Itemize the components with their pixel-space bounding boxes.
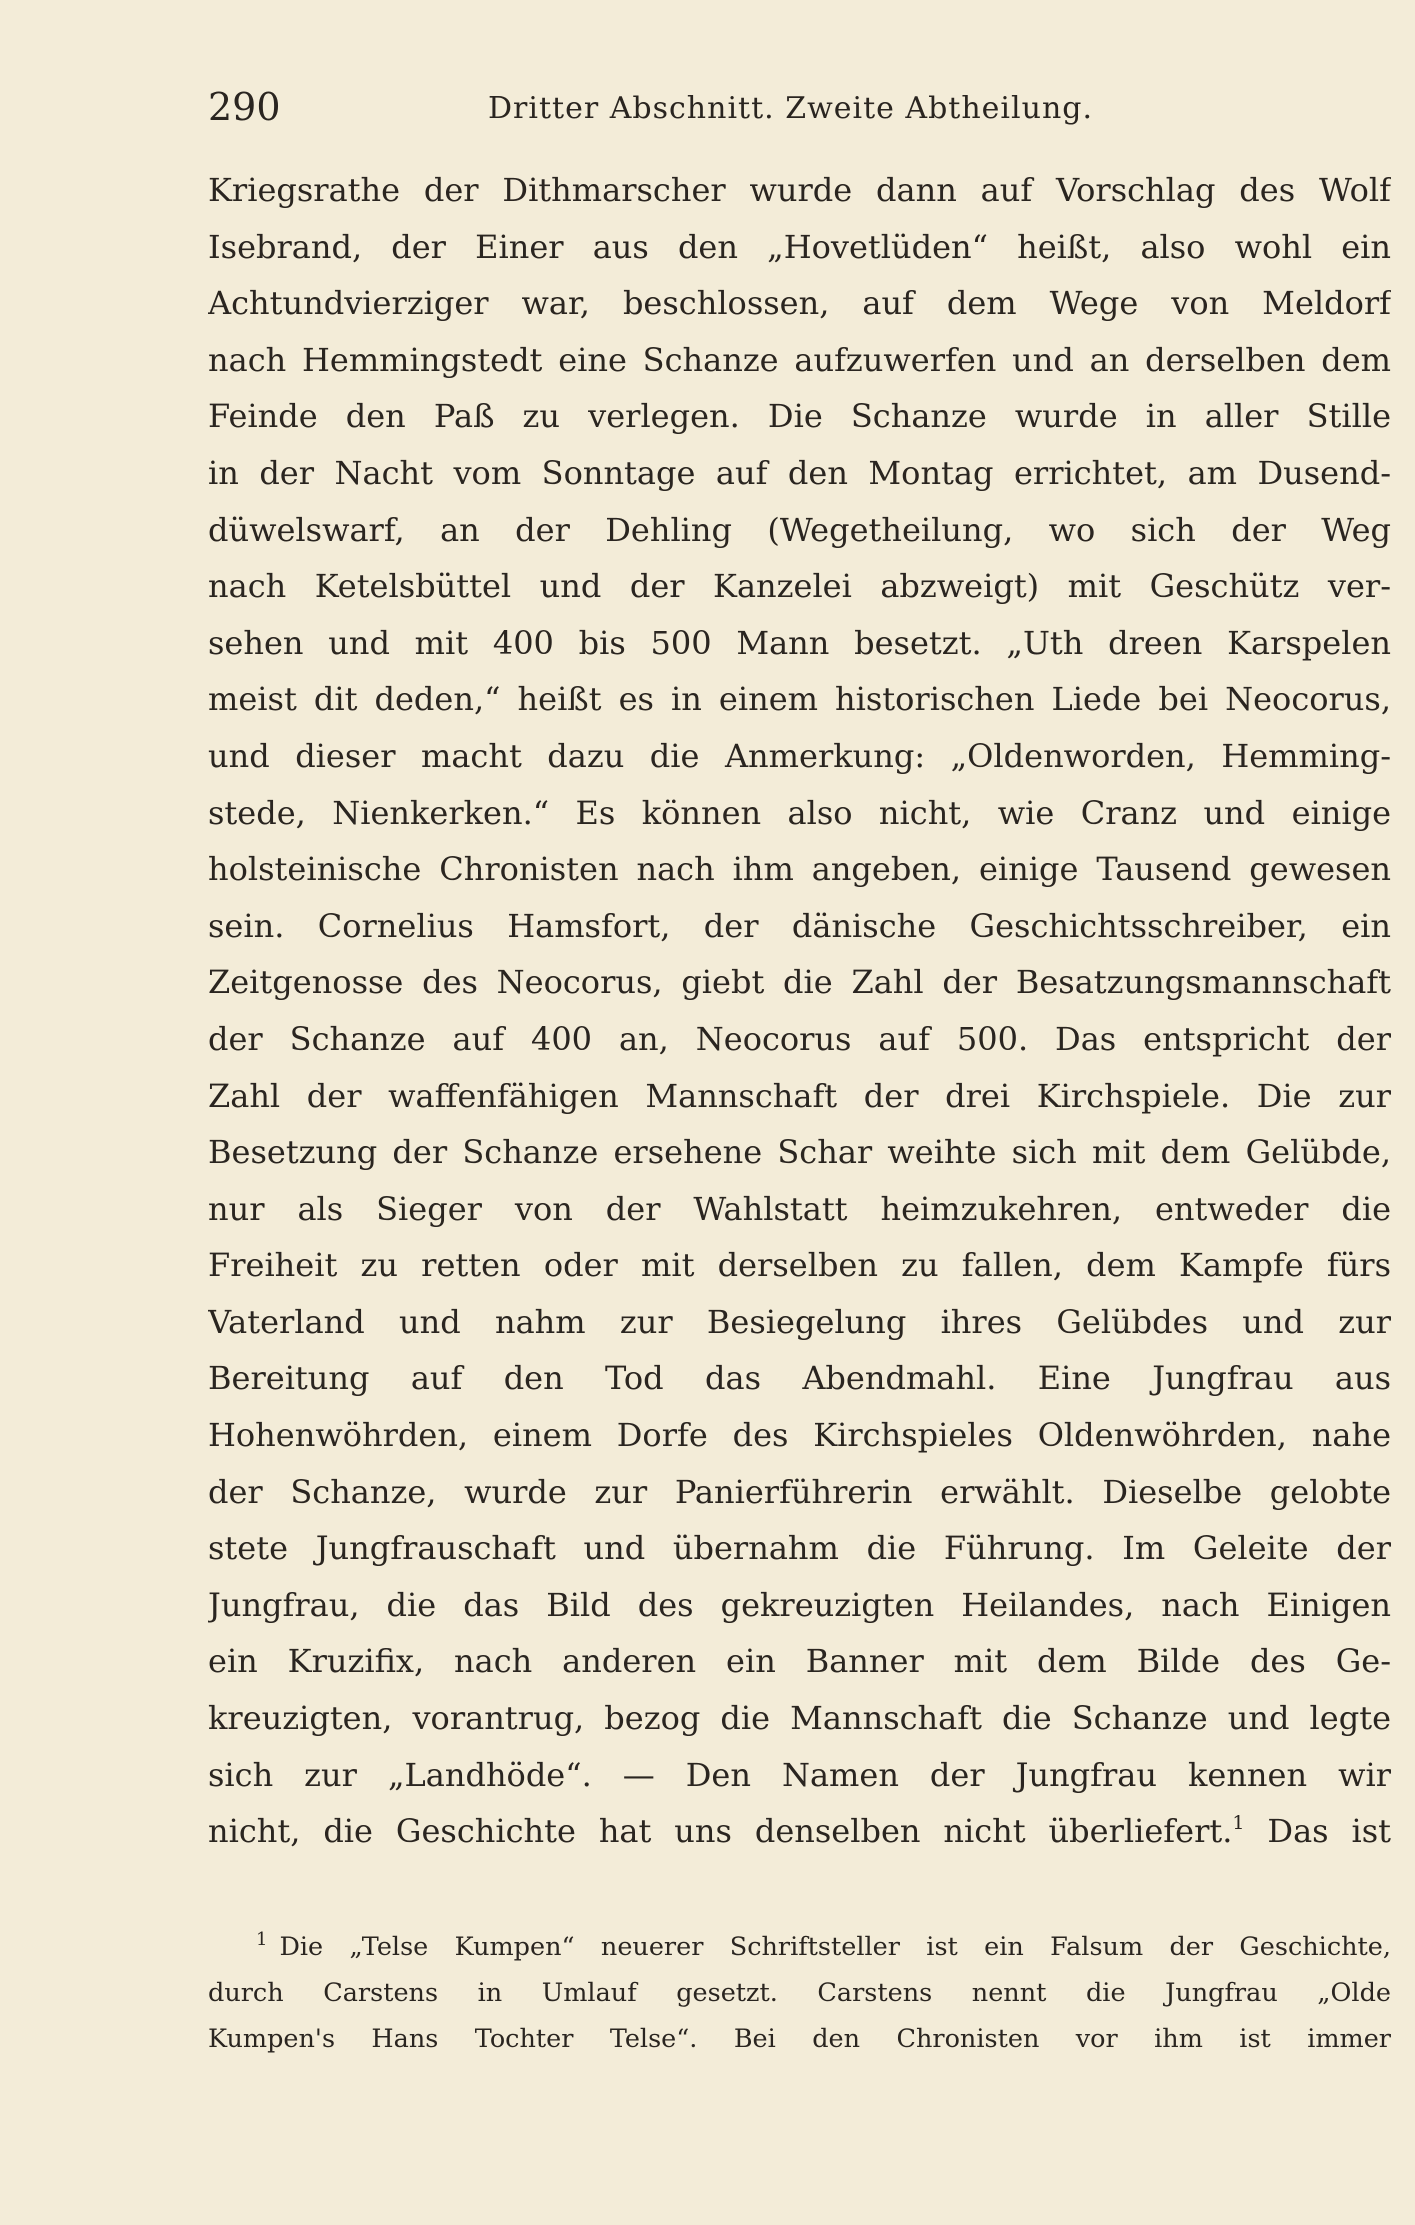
footnote-line: Kumpen's Hans Tochter Telse“. Bei den Chronisten vor ihm ist immer — [208, 2024, 1391, 2054]
text-line: Hohenwöhrden, einem Dorfe des Kirchspieles Oldenwöhrden, nahe — [208, 1416, 1391, 1455]
text-line: Zeitgenosse des Neocorus, giebt die Zahl der Besatzungsmannschaft — [208, 963, 1391, 1002]
running-title: Dritter Abschnitt. Zweite Abtheilung. — [488, 91, 1094, 126]
footnote-mark: 1 — [256, 1929, 268, 1950]
text-line: stete Jungfrauschaft und übernahm die Führung. Im Geleite der — [208, 1529, 1391, 1568]
body-text — [208, 162, 1391, 1860]
text-line: sich zur „Landhöde“. — Den Namen der Jungfrau kennen wir — [208, 1755, 1391, 1794]
text-line: in der Nacht vom Sonntage auf den Montag errichtet, am Dusend- — [208, 453, 1391, 492]
text-line: nach Ketelsbüttel und der Kanzelei abzweigt) mit Geschütz ver- — [208, 567, 1391, 606]
text-line: der Schanze, wurde zur Panierführerin erwählt. Dieselbe gelobte — [208, 1472, 1391, 1511]
text-line: Feinde den Paß zu verlegen. Die Schanze wurde in aller Stille — [208, 397, 1391, 436]
footnote-reference: 1 — [1232, 1812, 1245, 1835]
text-line: und dieser macht dazu die Anmerkung: „Oldenworden, Hemming- — [208, 736, 1391, 775]
text-line: Achtundvierziger war, beschlossen, auf dem Wege von Meldorf — [208, 284, 1391, 323]
text-line: sein. Cornelius Hamsfort, der dänische Geschichtsschreiber, ein — [208, 906, 1391, 945]
footnote — [208, 1924, 1391, 2062]
text-line: Kriegsrathe der Dithmarscher wurde dann auf Vorschlag des Wolf — [208, 171, 1391, 209]
text-line-content: nicht, die Geschichte hat uns denselben nicht überliefert. — [208, 1812, 1233, 1851]
text-line: Bereitung auf den Tod das Abendmahl. Eine Jungfrau aus — [208, 1359, 1391, 1398]
text-line: stede, Nienkerken.“ Es können also nicht, wie Cranz und einige — [208, 793, 1391, 832]
text-line: nach Hemmingstedt eine Schanze aufzuwerfen und an derselben dem — [208, 340, 1391, 379]
text-line: Freiheit zu retten oder mit derselben zu fallen, dem Kampfe fürs — [208, 1246, 1391, 1285]
page-number: 290 — [208, 85, 281, 129]
text-line: Jungfrau, die das Bild des gekreuzigten Heilandes, nach Einigen — [208, 1585, 1391, 1624]
text-line: sehen und mit 400 bis 500 Mann besetzt. „Uth dreen Karspelen — [208, 623, 1391, 662]
text-line: düwelswarf, an der Dehling (Wegetheilung, wo sich der Weg — [208, 510, 1391, 549]
text-line: meist dit deden,“ heißt es in einem historischen Liede bei Neocorus, — [208, 680, 1391, 719]
text-line: kreuzigten, vorantrug, bezog die Mannschaft die Schanze und legte — [208, 1699, 1391, 1738]
text-line-last — [208, 1803, 1391, 1860]
footnote-line: durch Carstens in Umlauf gesetzt. Carstens nennt die Jungfrau „Olde — [208, 1978, 1391, 2008]
text-line: nur als Sieger von der Wahlstatt heimzukehren, entweder die — [208, 1189, 1391, 1228]
text-line: Besetzung der Schanze ersehene Schar weihte sich mit dem Gelübde, — [208, 1133, 1391, 1172]
footnote-text: Die „Telse Kumpen“ neuerer Schriftsteller ist ein Falsum der Geschichte, — [279, 1932, 1391, 1962]
footnote-line — [208, 1924, 1391, 1970]
text-line: holsteinische Chronisten nach ihm angeben, einige Tausend gewesen — [208, 850, 1391, 889]
page-header — [208, 82, 1208, 132]
text-line-tail: Das ist — [1244, 1812, 1391, 1851]
text-line: Isebrand, der Einer aus den „Hovetlüden“ heißt, also wohl ein — [208, 227, 1391, 266]
text-line: Vaterland und nahm zur Besiegelung ihres Gelübdes und zur — [208, 1302, 1391, 1341]
text-line: der Schanze auf 400 an, Neocorus auf 500. Das entspricht der — [208, 1019, 1391, 1058]
text-line: Zahl der waffenfähigen Mannschaft der drei Kirchspiele. Die zur — [208, 1076, 1391, 1115]
text-line: ein Kruzifix, nach anderen ein Banner mit dem Bilde des Ge- — [208, 1642, 1391, 1681]
